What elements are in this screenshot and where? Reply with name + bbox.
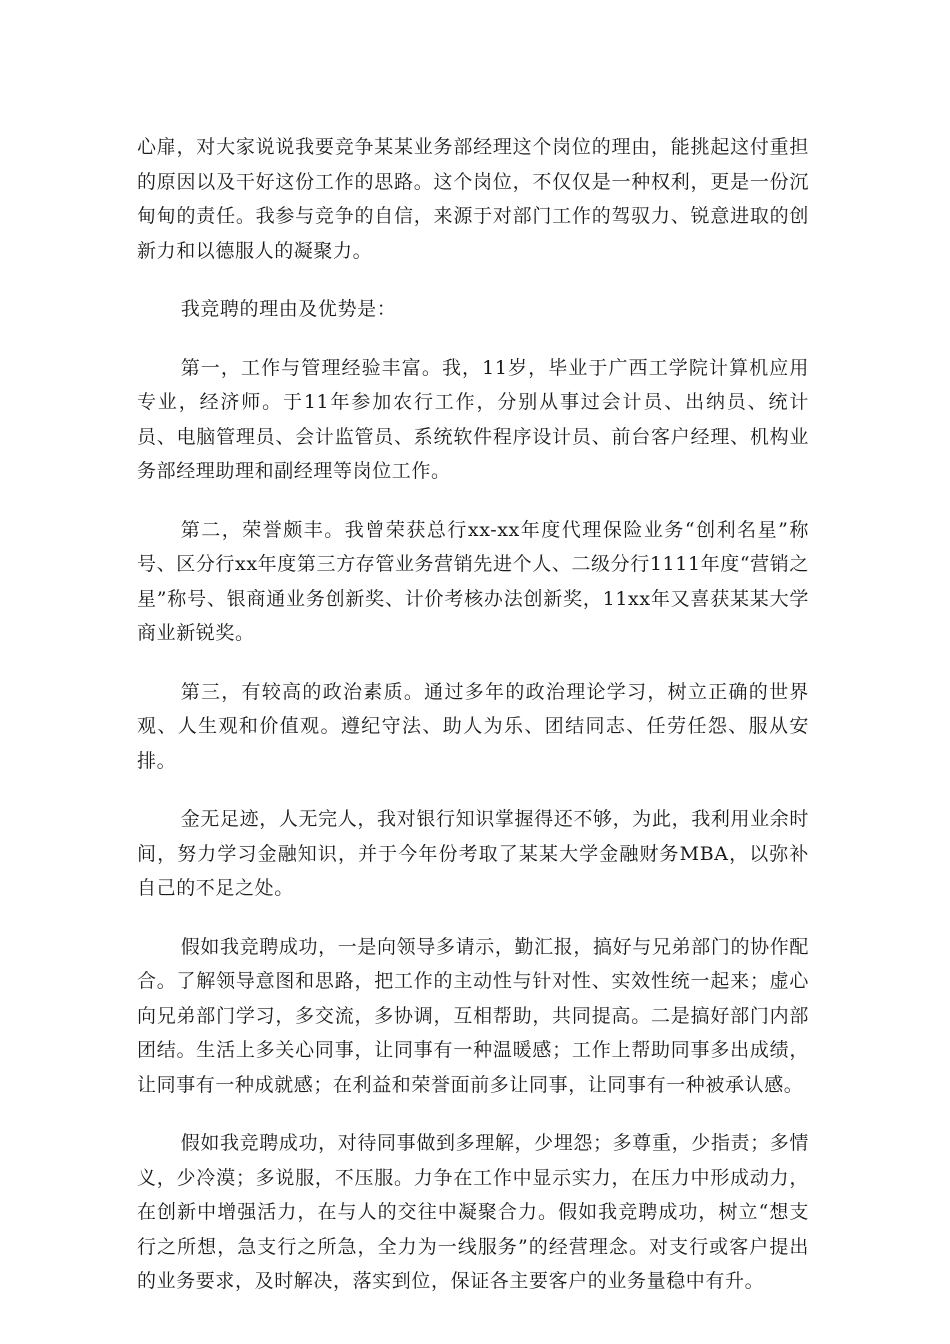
paragraph-first-reason: 第一，工作与管理经验丰富。我，11岁，毕业于广西工学院计算机应用专业，经济师。于11年参加农行工作，分别从事过会计员、出纳员、统计员、电脑管理员、会计监管员、系统软件程序设计员、前台客户经理、机构业务部经理助理和副经理等岗位工作。 — [137, 356, 809, 482]
document-body — [137, 130, 809, 1323]
paragraph-reasons-intro: 我竞聘的理由及优势是： — [180, 298, 397, 320]
paragraph-third-reason: 第三，有较高的政治素质。通过多年的政治理论学习，树立正确的世界观、人生观和价值观。遵纪守法、助人为乐、团结同志、任劳任怨、服从安排。 — [137, 680, 809, 772]
paragraph-second-reason: 第二，荣誉颇丰。我曾荣获总行xx-xx年度代理保险业务“创利名星”称号、区分行xx年度第三方存管业务营销先进个人、二级分行1111年度“营销之星”称号、银商通业务创新奖、计价考核办法创新奖，11xx年又喜获某某大学商业新锐奖。 — [137, 518, 809, 644]
paragraph-plan-one: 假如我竞聘成功，一是向领导多请示，勤汇报，搞好与兄弟部门的协作配合。了解领导意图和思路，把工作的主动性与针对性、实效性统一起来；虚心向兄弟部门学习，多交流，多协调，互相帮助，共同提高。二是搞好部门内部团结。生活上多关心同事，让同事有一种温暖感；工作上帮助同事多出成绩，让同事有一种成就感；在利益和荣誉面前多让同事，让同事有一种被承认感。 — [137, 935, 809, 1096]
paragraph-opening: 心扉，对大家说说我要竞争某某业务部经理这个岗位的理由，能挑起这付重担的原因以及干好这份工作的思路。这个岗位，不仅仅是一种权利，更是一份沉甸甸的责任。我参与竞争的自信，来源于对部门工作的驾驭力、锐意进取的创新力和以德服人的凝聚力。 — [137, 136, 809, 262]
paragraph-plan-two: 假如我竞聘成功，对待同事做到多理解，少埋怨；多尊重，少指责；多情义，少冷漠；多说服，不压服。力争在工作中显示实力，在压力中形成动力，在创新中增强活力，在与人的交往中凝聚合力。假如我竞聘成功，树立“想支行之所想，急支行之所急，全力为一线服务”的经营理念。对支行或客户提出的业务要求，及时解决，落实到位，保证各主要客户的业务量稳中有升。 — [137, 1132, 809, 1292]
paragraph-self-improvement: 金无足迹，人无完人，我对银行知识掌握得还不够，为此，我利用业余时间，努力学习金融知识，并于今年份考取了某某大学金融财务MBA，以弥补自己的不足之处。 — [137, 808, 809, 899]
